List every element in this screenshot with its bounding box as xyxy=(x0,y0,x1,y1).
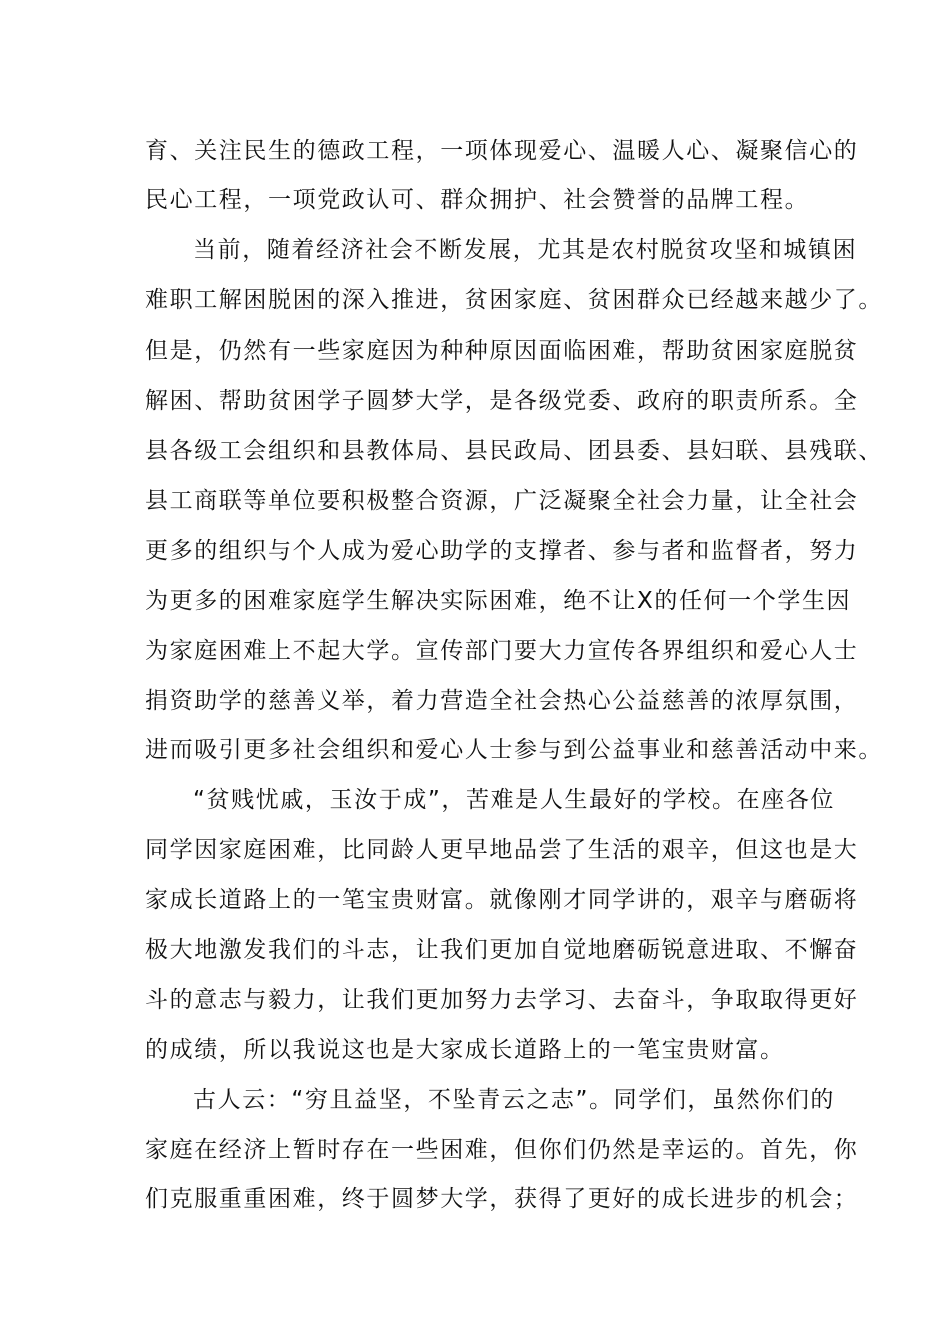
paragraph-start-line: 古人云：“穷且益坚，不坠青云之志”。同学们，虽然你们的 xyxy=(193,1087,836,1113)
text-line: 为家庭困难上不起大学。宣传部门要大力宣传各界组织和爱心人士 xyxy=(145,638,859,664)
text-line: 更多的组织与个人成为爱心助学的支撑者、参与者和监督者，努力 xyxy=(145,538,859,564)
text-line: 县工商联等单位要积极整合资源，广泛凝聚全社会力量，让全社会 xyxy=(145,488,859,514)
text-line: 民心工程，一项党政认可、群众拥护、社会赞誉的品牌工程。 xyxy=(145,187,810,213)
text-line: 为更多的困难家庭学生解决实际困难，绝不让X的任何一个学生因 xyxy=(145,588,852,614)
text-line: 但是，仍然有一些家庭因为种种原因面临困难，帮助贫困家庭脱贫 xyxy=(145,338,859,364)
text-line: 捐资助学的慈善义举，着力营造全社会热心公益慈善的浓厚氛围， xyxy=(145,688,859,714)
text-line: 同学因家庭困难，比同龄人更早地品尝了生活的艰辛，但这也是大 xyxy=(145,837,859,863)
text-line: 们克服重重困难，终于圆梦大学，获得了更好的成长进步的机会； xyxy=(145,1186,859,1212)
text-line: 斗的意志与毅力，让我们更加努力去学习、去奋斗，争取取得更好 xyxy=(145,987,859,1013)
paragraph-start-line: “贫贱忧戚，玉汝于成”，苦难是人生最好的学校。在座各位 xyxy=(193,787,836,813)
paragraph-start-line: 当前，随着经济社会不断发展，尤其是农村脱贫攻坚和城镇困 xyxy=(193,237,858,263)
text-line: 的成绩，所以我说这也是大家成长道路上的一笔宝贵财富。 xyxy=(145,1037,785,1063)
text-line: 进而吸引更多社会组织和爱心人士参与到公益事业和慈善活动中来。 xyxy=(145,737,883,763)
text-line: 县各级工会组织和县教体局、县民政局、团县委、县妇联、县残联、 xyxy=(145,438,883,464)
text-line: 解困、帮助贫困学子圆梦大学，是各级党委、政府的职责所系。全 xyxy=(145,388,859,414)
text-line: 家庭在经济上暂时存在一些困难，但你们仍然是幸运的。首先，你 xyxy=(145,1137,859,1163)
text-line: 家成长道路上的一笔宝贵财富。就像刚才同学讲的，艰辛与磨砺将 xyxy=(145,887,859,913)
text-line: 育、关注民生的德政工程，一项体现爱心、温暖人心、凝聚信心的 xyxy=(145,138,859,164)
text-line: 极大地激发我们的斗志，让我们更加自觉地磨砺锐意进取、不懈奋 xyxy=(145,937,859,963)
text-line: 难职工解困脱困的深入推进，贫困家庭、贫困群众已经越来越少了。 xyxy=(145,287,883,313)
